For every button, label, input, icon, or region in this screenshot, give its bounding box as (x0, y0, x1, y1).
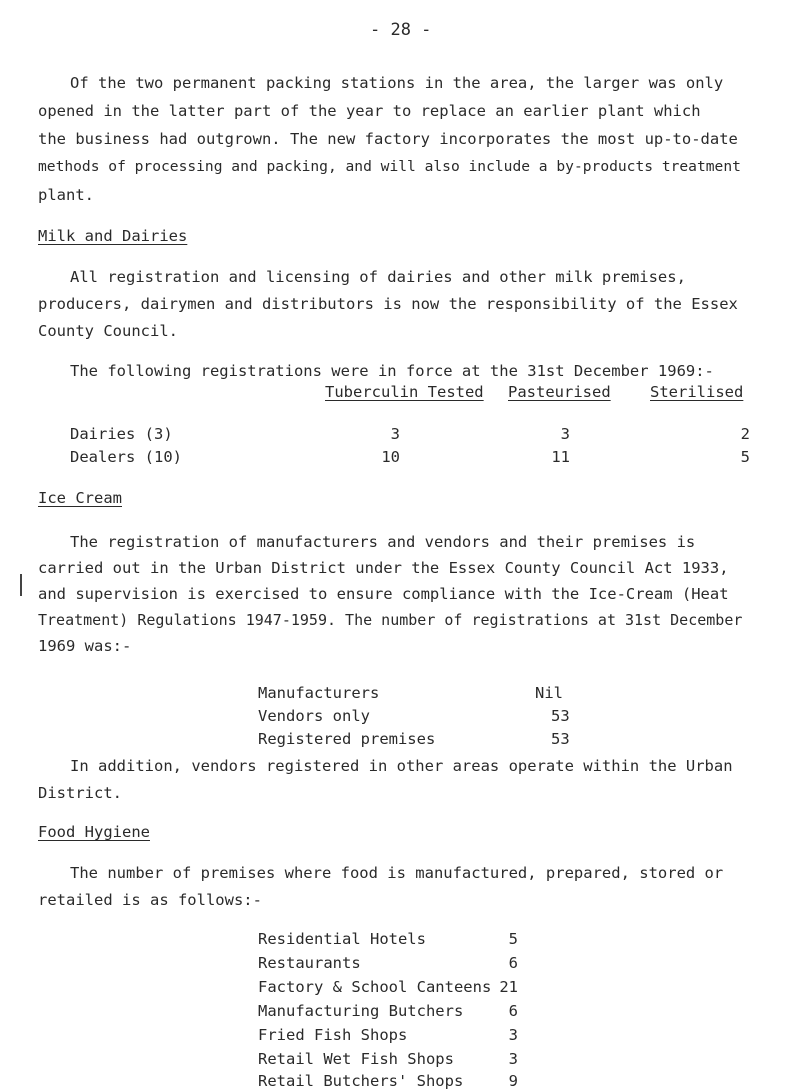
premises-count: 6 (508, 1002, 518, 1020)
row-label-dairies: Dairies (3) (70, 425, 173, 443)
intro-line: plant. (38, 186, 94, 204)
premises-label: Fried Fish Shops (258, 1026, 408, 1044)
list-item-value: 53 (551, 707, 570, 725)
milk-line: County Council. (38, 322, 178, 340)
ice-cream-line: Treatment) Regulations 1947-1959. The number of registrations at 31st December (38, 611, 743, 629)
ice-cream-line: and supervision is exercised to ensure compliance with the Ice-Cream (Heat (38, 585, 729, 603)
list-item-label: Vendors only (258, 707, 370, 725)
ice-cream-line: The registration of manufacturers and vendors and their premises is (70, 533, 696, 551)
food-line: The number of premises where food is manufactured, prepared, stored or (70, 864, 724, 882)
list-item-label: Manufacturers (258, 684, 380, 702)
intro-line: Of the two permanent packing stations in the area, the larger was only (70, 74, 724, 92)
column-header-sterilised: Sterilised (650, 383, 744, 401)
intro-line: methods of processing and packing, and will also include a by-products treatment (38, 158, 741, 175)
premises-label: Retail Butchers' Shops (258, 1072, 464, 1090)
cell-dairies-sterilised: 2 (740, 425, 750, 443)
list-item-label: Registered premises (258, 730, 436, 748)
premises-count: 5 (508, 930, 518, 948)
row-label-dealers: Dealers (10) (70, 448, 182, 466)
column-header-pasteurised: Pasteurised (508, 383, 611, 401)
premises-count: 9 (508, 1072, 518, 1090)
milk-heading: Milk and Dairies (38, 227, 188, 245)
milk-line: All registration and licensing of dairies and other milk premises, (70, 268, 686, 286)
cell-dairies-pasteurised: 3 (560, 425, 570, 443)
food-line: retailed is as follows:- (38, 891, 262, 909)
premises-count: 21 (499, 978, 518, 996)
intro-line: opened in the latter part of the year to replace an earlier plant which (38, 102, 701, 120)
column-header-tuberculin: Tuberculin Tested (325, 383, 484, 401)
cell-dealers-pasteurised: 11 (551, 448, 570, 466)
premises-label: Factory & School Canteens (258, 978, 492, 996)
premises-count: 3 (508, 1050, 518, 1068)
intro-line: the business had outgrown. The new factory incorporates the most up-to-date (38, 130, 738, 148)
premises-label: Retail Wet Fish Shops (258, 1050, 454, 1068)
cell-dairies-tuberculin: 3 (390, 425, 400, 443)
premises-label: Residential Hotels (258, 930, 426, 948)
ice-cream-after-line: In addition, vendors registered in other areas operate within the Urban (70, 757, 733, 775)
premises-count: 6 (508, 954, 518, 972)
margin-mark (20, 574, 22, 596)
premises-count: 3 (508, 1026, 518, 1044)
list-item-value: 53 (551, 730, 570, 748)
food-heading: Food Hygiene (38, 823, 150, 841)
milk-line: producers, dairymen and distributors is now the responsibility of the Essex (38, 295, 738, 313)
page-number: - 28 - (370, 20, 432, 40)
ice-cream-after-line: District. (38, 784, 122, 802)
cell-dealers-tuberculin: 10 (381, 448, 400, 466)
ice-cream-heading: Ice Cream (38, 489, 122, 507)
premises-label: Manufacturing Butchers (258, 1002, 464, 1020)
milk-lead: The following registrations were in force at the 31st December 1969:- (70, 362, 714, 380)
premises-label: Restaurants (258, 954, 361, 972)
cell-dealers-sterilised: 5 (740, 448, 750, 466)
ice-cream-line: 1969 was:- (38, 637, 132, 655)
ice-cream-line: carried out in the Urban District under the Essex County Council Act 1933, (38, 559, 729, 577)
list-item-value: Nil (535, 684, 563, 702)
